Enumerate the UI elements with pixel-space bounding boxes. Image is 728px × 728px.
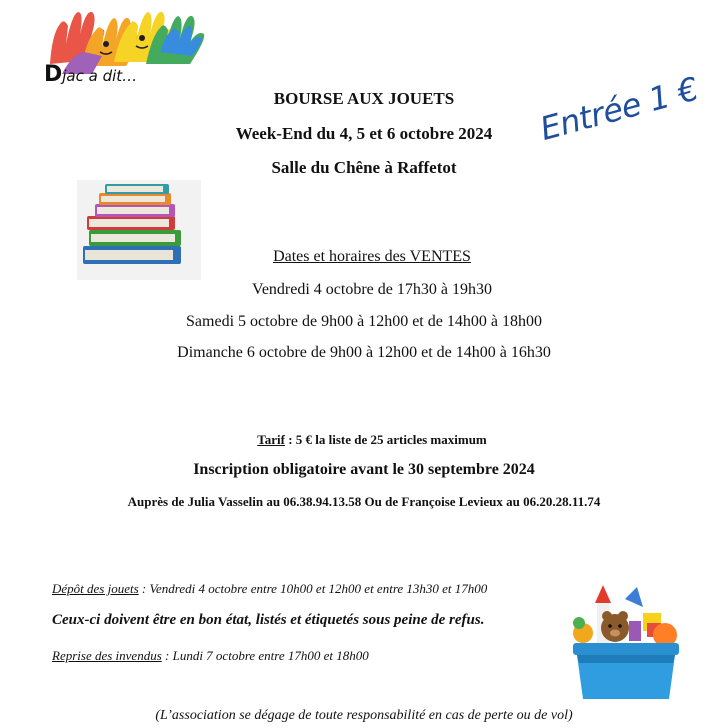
sales-heading: Dates et horaires des VENTES xyxy=(273,248,471,265)
deposit-label: Dépôt des jouets xyxy=(52,581,139,596)
tariff-text: : 5 € la liste de 25 articles maximum xyxy=(284,432,487,447)
returns-line xyxy=(52,648,369,664)
condition-notice: Ceux-ci doivent être en bon état, listés et étiquetés sous peine de refus. xyxy=(52,612,485,628)
registration-deadline: Inscription obligatoire avant le 30 septembre 2024 xyxy=(193,461,535,478)
sales-line-saturday: Samedi 5 octobre de 9h00 à 12h00 et de 14h00 à 18h00 xyxy=(186,313,542,330)
tariff-label: Tarif xyxy=(257,432,285,447)
logo-text-cap: D xyxy=(44,62,63,87)
sales-line-sunday: Dimanche 6 octobre de 9h00 à 12h00 et de 14h00 à 16h30 xyxy=(177,344,551,361)
event-dates: Week-End du 4, 5 et 6 octobre 2024 xyxy=(235,124,493,143)
logo-text xyxy=(44,62,137,87)
entry-badge: Entrée 1 € xyxy=(536,69,703,148)
toy-box-icon xyxy=(565,583,685,701)
returns-text: : Lundi 7 octobre entre 17h00 et 18h00 xyxy=(161,648,369,663)
disclaimer: (L’association se dégage de toute responsabilité en cas de perte ou de vol) xyxy=(155,708,573,723)
sales-line-friday: Vendredi 4 octobre de 17h30 à 19h30 xyxy=(252,281,492,298)
logo-text-rest: jac a dit… xyxy=(62,67,138,85)
tariff-line xyxy=(8,432,728,448)
deposit-line xyxy=(52,581,487,597)
returns-label: Reprise des invendus xyxy=(52,648,162,663)
deposit-text: : Vendredi 4 octobre entre 10h00 et 12h00 et entre 13h30 et 17h00 xyxy=(138,581,488,596)
page-title: BOURSE AUX JOUETS xyxy=(273,89,455,108)
contacts: Auprès de Julia Vasselin au 06.38.94.13.58 Ou de Françoise Levieux au 06.20.28.11.74 xyxy=(127,494,601,509)
event-venue: Salle du Chêne à Raffetot xyxy=(271,158,457,177)
